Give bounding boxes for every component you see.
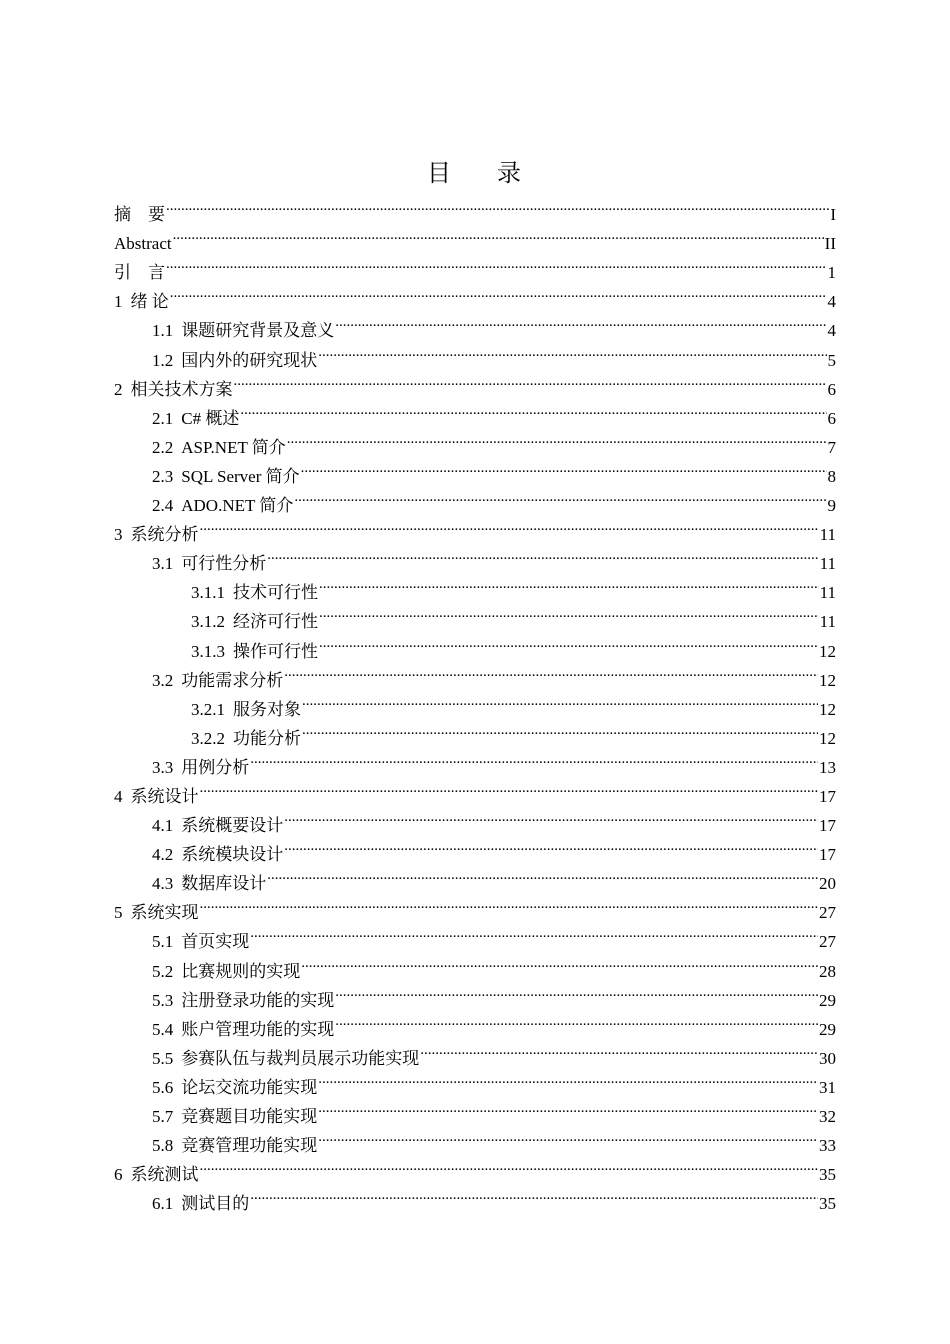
toc-entry-label: 课题研究背景及意义: [181, 321, 335, 341]
toc-entry-label: 竞赛题目功能实现: [181, 1107, 318, 1126]
toc-entry[interactable]: [114, 773, 836, 806]
dot-leader: [335, 977, 818, 1006]
toc-entry-label: 服务对象: [233, 699, 301, 719]
toc-entry-label: 技术可行性: [233, 583, 318, 603]
toc-title-left: 目: [427, 161, 453, 187]
toc-entry-page: 11: [819, 554, 836, 574]
toc-entry-label: 系统实现: [130, 903, 199, 923]
dot-leader: [284, 802, 818, 831]
toc-entry-number: 2.1: [152, 408, 174, 428]
toc-entry-page: 27: [819, 932, 836, 952]
toc-entry-page: 17: [819, 845, 836, 865]
toc-entry-page: 27: [819, 903, 836, 923]
toc-entry-number: 4.2: [152, 845, 174, 865]
toc-entry-page: 28: [819, 961, 836, 981]
toc-entry-label: ADO.NET 简介: [181, 496, 294, 516]
toc-entry-label: 系统测试: [130, 1165, 199, 1185]
toc-entry-number: 5.1: [152, 932, 174, 952]
toc-entry-label: 经济可行性: [233, 612, 318, 632]
toc-entry-page: 29: [819, 1019, 836, 1039]
toc-entry-page: 13: [819, 757, 836, 777]
dot-leader: [267, 860, 818, 889]
toc-entry-number: 5.4: [152, 1019, 174, 1039]
toc-entry-page: 33: [819, 1136, 836, 1156]
toc-entry-number: 3.1: [152, 554, 174, 574]
dot-leader: [420, 1035, 818, 1064]
toc-entry-label: ASP.NET 简介: [181, 437, 286, 457]
toc-entry-page: 12: [819, 699, 836, 719]
toc-entry-label: 系统概要设计: [181, 816, 284, 836]
toc-entry-label: C# 概述: [181, 408, 240, 428]
toc-entry-number: 5.2: [152, 961, 174, 981]
toc-entry-label: 引 言: [114, 263, 165, 283]
toc-entry[interactable]: [114, 802, 836, 836]
toc-entry[interactable]: [114, 249, 836, 283]
toc-entry[interactable]: [114, 278, 836, 312]
toc-entry-label: 账户管理功能的实现: [181, 1019, 335, 1039]
toc-entry-number: 2.3: [152, 466, 174, 486]
toc-entry-label: 可行性分析: [181, 554, 267, 574]
toc-entry-label: 相关技术方案: [130, 379, 233, 399]
dot-leader: [170, 278, 827, 307]
toc-entry-label: 论坛交流功能实现: [181, 1077, 318, 1097]
dot-leader: [250, 1180, 818, 1209]
toc-entry[interactable]: [114, 307, 836, 341]
toc-entry-number: 1.2: [152, 350, 174, 370]
toc-entry-number: 2.4: [152, 496, 174, 516]
toc-entry[interactable]: [114, 918, 836, 952]
dot-leader: [284, 831, 818, 860]
toc-entry-label: 数据库设计: [181, 874, 267, 894]
toc-entry-label: 比赛规则的实现: [181, 961, 301, 981]
toc-entry[interactable]: [114, 540, 836, 574]
toc-entry-number: 6.1: [152, 1194, 174, 1214]
toc-entry-label: 绪 论: [130, 292, 169, 312]
toc-entry-number: 4.1: [152, 816, 174, 836]
toc-entry-number: 2: [114, 379, 123, 399]
dot-leader: [250, 744, 818, 773]
toc-entry[interactable]: [114, 511, 836, 545]
dot-leader: [294, 482, 826, 511]
toc-entry-page: 30: [819, 1048, 836, 1068]
toc-entry-number: 5.7: [152, 1107, 174, 1126]
toc-title: [0, 156, 950, 192]
toc-entry-page: 11: [819, 612, 836, 632]
dot-leader: [200, 511, 819, 540]
toc-entry-page: 32: [819, 1107, 836, 1126]
toc-entry-page: 31: [819, 1077, 836, 1097]
dot-leader: [318, 336, 826, 365]
dot-leader: [318, 1064, 818, 1093]
toc-entry-label: 功能分析: [233, 728, 301, 748]
toc-entry-page: 7: [827, 437, 836, 457]
toc-entry-label: SQL Server 简介: [181, 466, 300, 486]
toc-entry-label: 竞赛管理功能实现: [181, 1136, 318, 1156]
dot-leader: [200, 1151, 819, 1180]
toc-entry-number: 4: [114, 786, 123, 806]
toc-entry-page: 9: [827, 496, 836, 516]
toc-entry-page: 12: [819, 641, 836, 661]
toc-entry-page: II: [824, 234, 836, 254]
toc-entry-label: 操作可行性: [233, 641, 318, 661]
toc-entry-page: 29: [819, 990, 836, 1010]
toc-list: [114, 191, 836, 1214]
dot-leader: [234, 366, 827, 395]
dot-leader: [318, 1122, 818, 1151]
toc-entry-page: 12: [819, 670, 836, 690]
toc-entry-number: 3.2: [152, 670, 174, 690]
toc-entry-number: 2.2: [152, 437, 174, 457]
toc-entry-number: 3.1.3: [191, 641, 225, 661]
toc-entry-number: 3.3: [152, 757, 174, 777]
toc-entry[interactable]: [114, 1180, 836, 1214]
dot-leader: [284, 657, 818, 686]
dot-leader: [200, 889, 819, 918]
dot-leader: [335, 1006, 818, 1035]
toc-entry-label: 系统模块设计: [181, 845, 284, 865]
dot-leader: [302, 715, 818, 744]
toc-entry-page: 35: [819, 1165, 836, 1185]
toc-entry-number: 3.2.2: [191, 728, 225, 748]
dot-leader: [301, 947, 818, 976]
toc-entry-page: 8: [827, 466, 836, 486]
toc-entry-number: 6: [114, 1165, 123, 1185]
toc-entry-number: 1.1: [152, 321, 174, 341]
toc-entry-page: 4: [827, 321, 836, 341]
toc-entry-number: 5.5: [152, 1048, 174, 1068]
toc-entry-page: 35: [819, 1194, 836, 1214]
dot-leader: [267, 540, 818, 569]
toc-entry[interactable]: [114, 191, 836, 225]
toc-entry-page: 6: [827, 379, 836, 399]
dot-leader: [319, 569, 819, 598]
toc-entry-number: 1: [114, 292, 123, 312]
toc-entry-number: 3.1.1: [191, 583, 225, 603]
toc-entry-label: Abstract: [114, 234, 172, 254]
toc-entry-label: 参赛队伍与裁判员展示功能实现: [181, 1048, 420, 1068]
dot-leader: [166, 191, 829, 220]
dot-leader: [200, 773, 819, 802]
toc-entry-number: 3.2.1: [191, 699, 225, 719]
toc-entry-number: 5.8: [152, 1136, 174, 1156]
toc-entry-label: 注册登录功能的实现: [181, 990, 335, 1010]
toc-entry-page: 4: [827, 292, 836, 312]
toc-entry-page: 5: [827, 350, 836, 370]
toc-entry-label: 系统分析: [130, 525, 199, 545]
toc-entry-number: 3.1.2: [191, 612, 225, 632]
toc-entry-label: 国内外的研究现状: [181, 350, 318, 370]
dot-leader: [301, 453, 827, 482]
toc-entry-page: 11: [819, 583, 836, 603]
toc-entry-page: 6: [827, 408, 836, 428]
toc-entry[interactable]: [114, 1151, 836, 1185]
dot-leader: [240, 395, 826, 424]
dot-leader: [173, 220, 824, 249]
toc-entry-label: 测试目的: [181, 1194, 250, 1214]
toc-entry-page: 17: [819, 816, 836, 836]
toc-entry-label: 摘 要: [114, 205, 165, 225]
toc-entry-page: 17: [819, 786, 836, 806]
toc-entry-label: 功能需求分析: [181, 670, 284, 690]
dot-leader: [250, 918, 818, 947]
toc-entry-number: 5.3: [152, 990, 174, 1010]
toc-entry-number: 5.6: [152, 1077, 174, 1097]
toc-entry-page: 11: [819, 525, 836, 545]
dot-leader: [302, 686, 818, 715]
dot-leader: [166, 249, 827, 278]
toc-entry[interactable]: [114, 889, 836, 923]
toc-entry-page: 12: [819, 728, 836, 748]
toc-entry-page: 20: [819, 874, 836, 894]
toc-entry-number: 4.3: [152, 874, 174, 894]
toc-entry-label: 首页实现: [181, 932, 250, 952]
toc-entry-label: 用例分析: [181, 757, 250, 777]
dot-leader: [318, 1093, 818, 1122]
toc-entry-label: 系统设计: [130, 786, 199, 806]
dot-leader: [319, 627, 818, 656]
toc-entry-number: 3: [114, 525, 123, 545]
toc-entry[interactable]: [114, 220, 836, 254]
dot-leader: [335, 307, 826, 336]
toc-entry-page: I: [830, 205, 836, 225]
toc-entry-number: 5: [114, 903, 123, 923]
dot-leader: [319, 598, 819, 627]
toc-title-right: 录: [497, 161, 523, 187]
dot-leader: [287, 424, 827, 453]
toc-entry-page: 1: [827, 263, 836, 283]
